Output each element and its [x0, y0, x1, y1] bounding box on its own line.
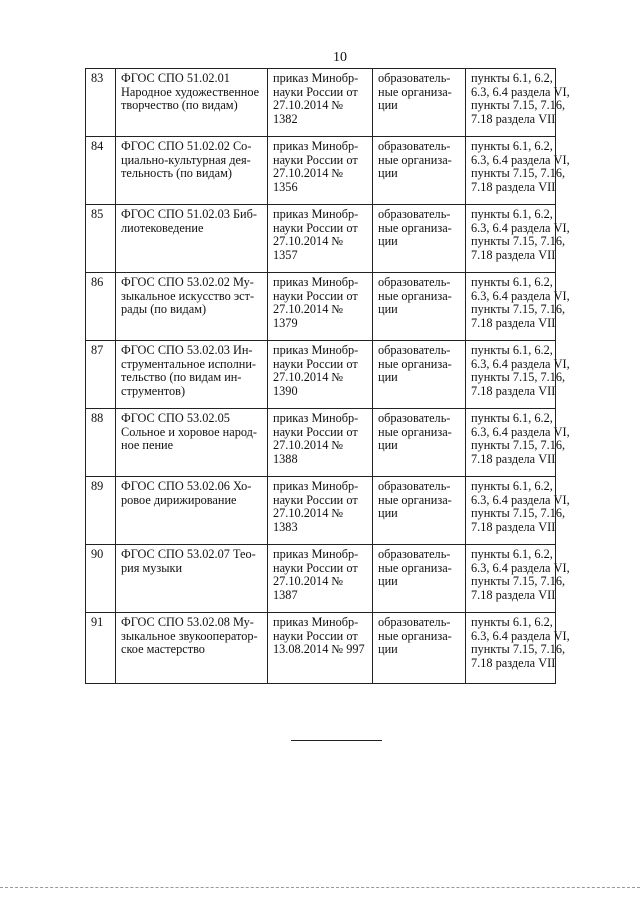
row-number-cell: 88 [86, 409, 116, 477]
table-row [86, 273, 556, 341]
row-number-cell: 85 [86, 205, 116, 273]
organizations-cell [373, 273, 466, 341]
table-row [86, 205, 556, 273]
standard-cell [116, 273, 268, 341]
points-line: 6.3, 6.4 раздела VI, [471, 356, 570, 371]
document-line: 1357 [273, 248, 298, 263]
document-line: науки России от [273, 560, 358, 575]
document-line: науки России от [273, 628, 358, 643]
points-line: пункты 7.15, 7.16, [471, 234, 566, 249]
points-line: пункты 6.1, 6.2, [471, 547, 553, 561]
standard-line: зыкальное искусство эст- [121, 288, 255, 303]
order-document-cell [268, 341, 373, 409]
points-line: пункты 7.15, 7.16, [471, 506, 566, 521]
points-line: пункты 7.15, 7.16, [471, 166, 566, 181]
document-line: 13.08.2014 № 997 [273, 642, 365, 657]
organizations-line: образователь- [378, 207, 451, 221]
standard-line: тельность (по видам) [121, 166, 233, 181]
requirements-table [85, 68, 570, 684]
closing-separator-line [291, 740, 382, 741]
points-line: пункты 7.15, 7.16, [471, 98, 566, 113]
document-line: 27.10.2014 № [273, 506, 344, 521]
standard-line: Народное художественное [121, 84, 260, 99]
organizations-line: образователь- [378, 411, 451, 425]
document-line: 1387 [273, 588, 298, 603]
points-line: 7.18 раздела VII [471, 112, 556, 127]
row-number-cell: 91 [86, 613, 116, 684]
points-line: пункты 6.1, 6.2, [471, 207, 553, 221]
document-line: 1379 [273, 316, 298, 331]
standard-cell [116, 477, 268, 545]
organizations-line: ции [378, 98, 398, 113]
table-row [86, 137, 556, 205]
standard-line: ФГОС СПО 53.02.07 Тео- [121, 547, 256, 561]
standard-line: зыкальное звукооператор- [121, 628, 258, 643]
organizations-line: образователь- [378, 615, 451, 629]
organizations-line: ные организа- [378, 492, 452, 507]
standard-cell [116, 545, 268, 613]
document-line: 27.10.2014 № [273, 166, 344, 181]
standard-line: тельство (по видам ин- [121, 370, 242, 385]
clauses-cell [466, 137, 570, 205]
standard-line: ФГОС СПО 53.02.06 Хо- [121, 479, 252, 493]
document-line: 27.10.2014 № [273, 234, 344, 249]
points-line: 6.3, 6.4 раздела VI, [471, 628, 570, 643]
table-body [86, 69, 570, 684]
order-document-cell [268, 273, 373, 341]
order-document-cell [268, 205, 373, 273]
document-line: науки России от [273, 424, 358, 439]
table-row [86, 545, 556, 613]
organizations-line: ции [378, 166, 398, 181]
standard-cell [116, 205, 268, 273]
points-line: 6.3, 6.4 раздела VI, [471, 288, 570, 303]
organizations-line: ные организа- [378, 220, 452, 235]
order-document-cell [268, 613, 373, 684]
standard-line: струментальное исполни- [121, 356, 257, 371]
standard-line: лиотековедение [121, 220, 204, 235]
table-row [86, 341, 556, 409]
organizations-line: образователь- [378, 479, 451, 493]
standard-line: ФГОС СПО 53.02.08 Му- [121, 615, 254, 629]
points-line: 6.3, 6.4 раздела VI, [471, 424, 570, 439]
table-row [86, 613, 556, 684]
row-number-cell: 90 [86, 545, 116, 613]
standard-line: ФГОС СПО 51.02.03 Биб- [121, 207, 257, 221]
document-line: приказ Минобр- [273, 547, 359, 561]
document-line: науки России от [273, 152, 358, 167]
standard-cell [116, 69, 268, 137]
standard-cell [116, 409, 268, 477]
order-document-cell [268, 69, 373, 137]
document-line: 27.10.2014 № [273, 370, 344, 385]
organizations-line: ции [378, 506, 398, 521]
standard-cell [116, 341, 268, 409]
document-line: 27.10.2014 № [273, 574, 344, 589]
row-number-cell: 86 [86, 273, 116, 341]
organizations-line: ции [378, 642, 398, 657]
organizations-line: ные организа- [378, 288, 452, 303]
table-row [86, 69, 556, 137]
standard-line: Сольное и хоровое народ- [121, 424, 258, 439]
document-line: науки России от [273, 356, 358, 371]
row-number-cell: 87 [86, 341, 116, 409]
clauses-cell [466, 613, 570, 684]
points-line: 7.18 раздела VII [471, 452, 556, 467]
standard-cell [116, 613, 268, 684]
organizations-cell [373, 69, 466, 137]
page-number: 10 [333, 50, 347, 65]
clauses-cell [466, 341, 570, 409]
organizations-line: образователь- [378, 547, 451, 561]
points-line: 7.18 раздела VII [471, 520, 556, 535]
table-row [86, 409, 556, 477]
points-line: 7.18 раздела VII [471, 180, 556, 195]
organizations-line: ные организа- [378, 152, 452, 167]
document-line: 1390 [273, 384, 298, 399]
document-line: науки России от [273, 84, 358, 99]
points-line: пункты 6.1, 6.2, [471, 71, 553, 85]
points-line: пункты 6.1, 6.2, [471, 275, 553, 289]
organizations-line: ции [378, 234, 398, 249]
points-line: пункты 7.15, 7.16, [471, 370, 566, 385]
points-line: 6.3, 6.4 раздела VI, [471, 492, 570, 507]
organizations-cell [373, 409, 466, 477]
points-line: 7.18 раздела VII [471, 384, 556, 399]
document-line: науки России от [273, 220, 358, 235]
clauses-cell [466, 69, 570, 137]
points-line: 7.18 раздела VII [471, 316, 556, 331]
points-line: пункты 7.15, 7.16, [471, 574, 566, 589]
order-document-cell [268, 409, 373, 477]
organizations-line: образователь- [378, 139, 451, 153]
organizations-line: ции [378, 574, 398, 589]
order-document-cell [268, 545, 373, 613]
standard-line: ское мастерство [121, 642, 205, 657]
standard-cell [116, 137, 268, 205]
organizations-cell [373, 205, 466, 273]
clauses-cell [466, 477, 570, 545]
standard-line: рады (по видам) [121, 302, 207, 317]
standard-line: творчество (по видам) [121, 98, 238, 113]
points-line: 6.3, 6.4 раздела VI, [471, 84, 570, 99]
points-line: 6.3, 6.4 раздела VI, [471, 220, 570, 235]
table-row [86, 477, 556, 545]
row-number-cell: 83 [86, 69, 116, 137]
organizations-line: образователь- [378, 343, 451, 357]
organizations-cell [373, 613, 466, 684]
organizations-line: образователь- [378, 275, 451, 289]
document-line: 1356 [273, 180, 298, 195]
organizations-cell [373, 477, 466, 545]
row-number-cell: 84 [86, 137, 116, 205]
points-line: пункты 6.1, 6.2, [471, 343, 553, 357]
points-line: пункты 7.15, 7.16, [471, 438, 566, 453]
order-document-cell [268, 477, 373, 545]
organizations-line: ные организа- [378, 84, 452, 99]
standard-line: струментов) [121, 384, 186, 399]
document-line: науки России от [273, 288, 358, 303]
document-line: приказ Минобр- [273, 411, 359, 425]
organizations-line: ции [378, 370, 398, 385]
organizations-line: образователь- [378, 71, 451, 85]
standard-line: ФГОС СПО 51.02.02 Со- [121, 139, 252, 153]
standard-line: ное пение [121, 438, 174, 453]
points-line: 7.18 раздела VII [471, 656, 556, 671]
scan-edge-line [0, 887, 640, 888]
clauses-cell [466, 205, 570, 273]
document-line: приказ Минобр- [273, 139, 359, 153]
standard-line: ровое дирижирование [121, 492, 237, 507]
document-line: приказ Минобр- [273, 479, 359, 493]
clauses-cell [466, 409, 570, 477]
standard-line: рия музыки [121, 560, 183, 575]
organizations-cell [373, 137, 466, 205]
standard-line: ФГОС СПО 51.02.01 [121, 71, 230, 85]
clauses-cell [466, 545, 570, 613]
document-line: 1388 [273, 452, 298, 467]
standard-line: ФГОС СПО 53.02.05 [121, 411, 230, 425]
organizations-cell [373, 341, 466, 409]
points-line: пункты 7.15, 7.16, [471, 642, 566, 657]
document-line: 1382 [273, 112, 298, 127]
standard-line: ФГОС СПО 53.02.02 Му- [121, 275, 254, 289]
document-line: приказ Минобр- [273, 207, 359, 221]
points-line: пункты 6.1, 6.2, [471, 139, 553, 153]
document-line: приказ Минобр- [273, 615, 359, 629]
organizations-cell [373, 545, 466, 613]
document-line: 27.10.2014 № [273, 302, 344, 317]
points-line: пункты 6.1, 6.2, [471, 479, 553, 493]
organizations-line: ные организа- [378, 424, 452, 439]
row-number-cell: 89 [86, 477, 116, 545]
organizations-line: ции [378, 302, 398, 317]
points-line: 6.3, 6.4 раздела VI, [471, 560, 570, 575]
points-line: 7.18 раздела VII [471, 588, 556, 603]
points-line: пункты 6.1, 6.2, [471, 615, 553, 629]
organizations-line: ные организа- [378, 628, 452, 643]
document-line: 27.10.2014 № [273, 98, 344, 113]
document-line: науки России от [273, 492, 358, 507]
organizations-line: ные организа- [378, 560, 452, 575]
points-line: 7.18 раздела VII [471, 248, 556, 263]
document-line: 27.10.2014 № [273, 438, 344, 453]
document-line: 1383 [273, 520, 298, 535]
document-line: приказ Минобр- [273, 275, 359, 289]
document-line: приказ Минобр- [273, 71, 359, 85]
order-document-cell [268, 137, 373, 205]
standard-line: ФГОС СПО 53.02.03 Ин- [121, 343, 253, 357]
points-line: 6.3, 6.4 раздела VI, [471, 152, 570, 167]
points-line: пункты 7.15, 7.16, [471, 302, 566, 317]
document-line: приказ Минобр- [273, 343, 359, 357]
organizations-line: ции [378, 438, 398, 453]
standard-line: циально-культурная дея- [121, 152, 251, 167]
clauses-cell [466, 273, 570, 341]
organizations-line: ные организа- [378, 356, 452, 371]
points-line: пункты 6.1, 6.2, [471, 411, 553, 425]
